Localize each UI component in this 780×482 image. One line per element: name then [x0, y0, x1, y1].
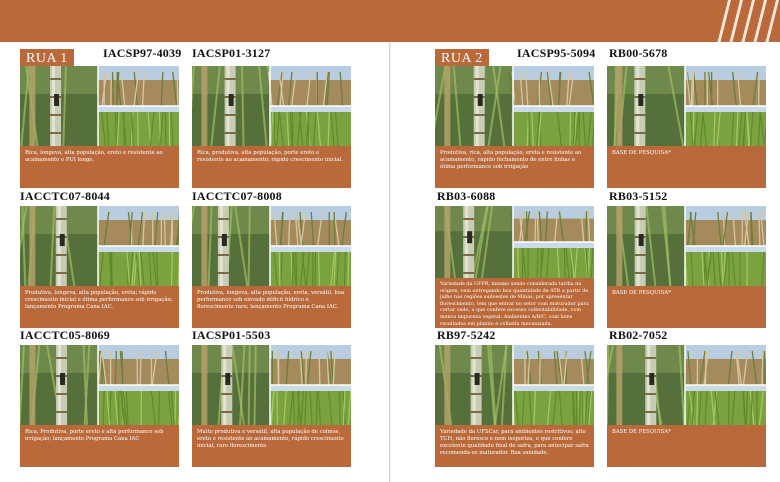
variety-description: Rica, longeva, alta população, ereto e resistente ao acamamento e PUI longo.	[20, 146, 179, 188]
variety-description: Produtiva, longeva, alta população, ereta; rápido crescimento inicial e ótima performance sob irrigação; lançamento Programa Cana IAC.	[20, 286, 179, 328]
variety-card	[607, 66, 766, 188]
variety-card	[20, 206, 179, 328]
sugarcane-collage	[435, 206, 594, 278]
variety-card	[20, 345, 179, 467]
sugarcane-photo	[20, 206, 179, 286]
variety-title: RB03-6088	[437, 189, 496, 203]
variety-description: BASE DE PESQUISA*	[607, 425, 766, 467]
variety-title: IACSP95-5094	[517, 46, 596, 60]
sugarcane-photo	[435, 345, 594, 425]
sugarcane-photo	[607, 206, 766, 286]
variety-description: Rica, Produtiva, porte ereto e alta performance sob irrigação; lançamento Programa Cana IAC	[20, 425, 179, 467]
variety-card	[192, 206, 351, 328]
variety-title: RB02-7052	[609, 328, 668, 342]
sugarcane-collage	[20, 206, 179, 286]
sugarcane-photo	[607, 66, 766, 146]
variety-title: IACSP01-5503	[192, 328, 271, 342]
sugarcane-collage	[20, 345, 179, 425]
sugarcane-collage	[435, 345, 594, 425]
variety-title: RB03-5152	[609, 189, 668, 203]
variety-card	[20, 66, 179, 188]
variety-title: RB97-5242	[437, 328, 496, 342]
variety-card	[607, 345, 766, 467]
sugarcane-collage	[607, 66, 766, 146]
sugarcane-photo	[607, 345, 766, 425]
variety-description: Produtiva, rica, alta população, ereta e resistente ao acamamento, rápido fechamento de entre linhas e ótima performance sob irrigação	[435, 146, 594, 188]
sugarcane-photo	[435, 206, 594, 278]
sugarcane-collage	[192, 345, 351, 425]
sugarcane-collage	[192, 206, 351, 286]
variety-card	[435, 66, 594, 188]
sugarcane-collage	[435, 66, 594, 146]
sugarcane-photo	[20, 345, 179, 425]
sugarcane-photo	[192, 206, 351, 286]
sugarcane-photo	[20, 66, 179, 146]
variety-title: RB00-5678	[609, 46, 668, 60]
variety-title: IACCTC05-8069	[20, 328, 110, 342]
sugarcane-photo	[192, 66, 351, 146]
variety-title: IACSP01-3127	[192, 46, 271, 60]
variety-description: Produtiva, longeva, alta população, ereta, versátil, boa performance sob elevado déficit hídrico e florescimento raro; lançamento Programa Cana IAC.	[192, 286, 351, 328]
sugarcane-photo	[192, 345, 351, 425]
variety-description: BASE DE PESQUISA*	[607, 286, 766, 328]
rua-label: RUA 2	[435, 49, 489, 69]
header-band	[0, 0, 780, 42]
variety-title: IACCTC07-8044	[20, 189, 110, 203]
variety-title: IACCTC07-8008	[192, 189, 282, 203]
variety-card	[192, 66, 351, 188]
variety-card	[435, 345, 594, 467]
variety-card	[192, 345, 351, 467]
page-gutter	[389, 42, 391, 482]
rua-label: RUA 1	[20, 49, 74, 69]
variety-title: IACSP97-4039	[103, 46, 182, 60]
variety-description: Variedade da UFSCar, para ambientes restritivos; alto TCH, não floresce e nem isoporiza, o que confere excelente qualidade final de safra, para antecipar safra recomenda-se maturador. Boa sanidade.	[435, 425, 594, 467]
variety-description: Rica, produtiva, alta população, porte ereto e resistente ao acamamento; rápido crescimento inicial.	[192, 146, 351, 188]
variety-card	[435, 206, 594, 328]
variety-description: Variedade da UFPR, mesmo sendo considerada tardia na origem, vem entregando boa quantidade de ATR a partir de julho nas regiões sudoestes de Minas, por apresentar florescimento, tem que entrar no setor com maturador para cortar cedo, a que confere excesso colheitabilidade, com menos impureza vegetal. Ambientes A/B/C, com bons resultados em plantio e colheita mecanizada.	[435, 278, 594, 328]
variety-description: Muito produtiva e versátil, alta população de colmos, ereto e resistente ao acamamento, rápido crescimento inicial, raro florescimento	[192, 425, 351, 467]
sugarcane-collage	[192, 66, 351, 146]
variety-card	[607, 206, 766, 328]
sugarcane-collage	[607, 206, 766, 286]
variety-description: BASE DE PESQUISA*	[607, 146, 766, 188]
sugarcane-collage	[20, 66, 179, 146]
decorative-stripe	[715, 0, 733, 42]
sugarcane-collage	[607, 345, 766, 425]
sugarcane-photo	[435, 66, 594, 146]
